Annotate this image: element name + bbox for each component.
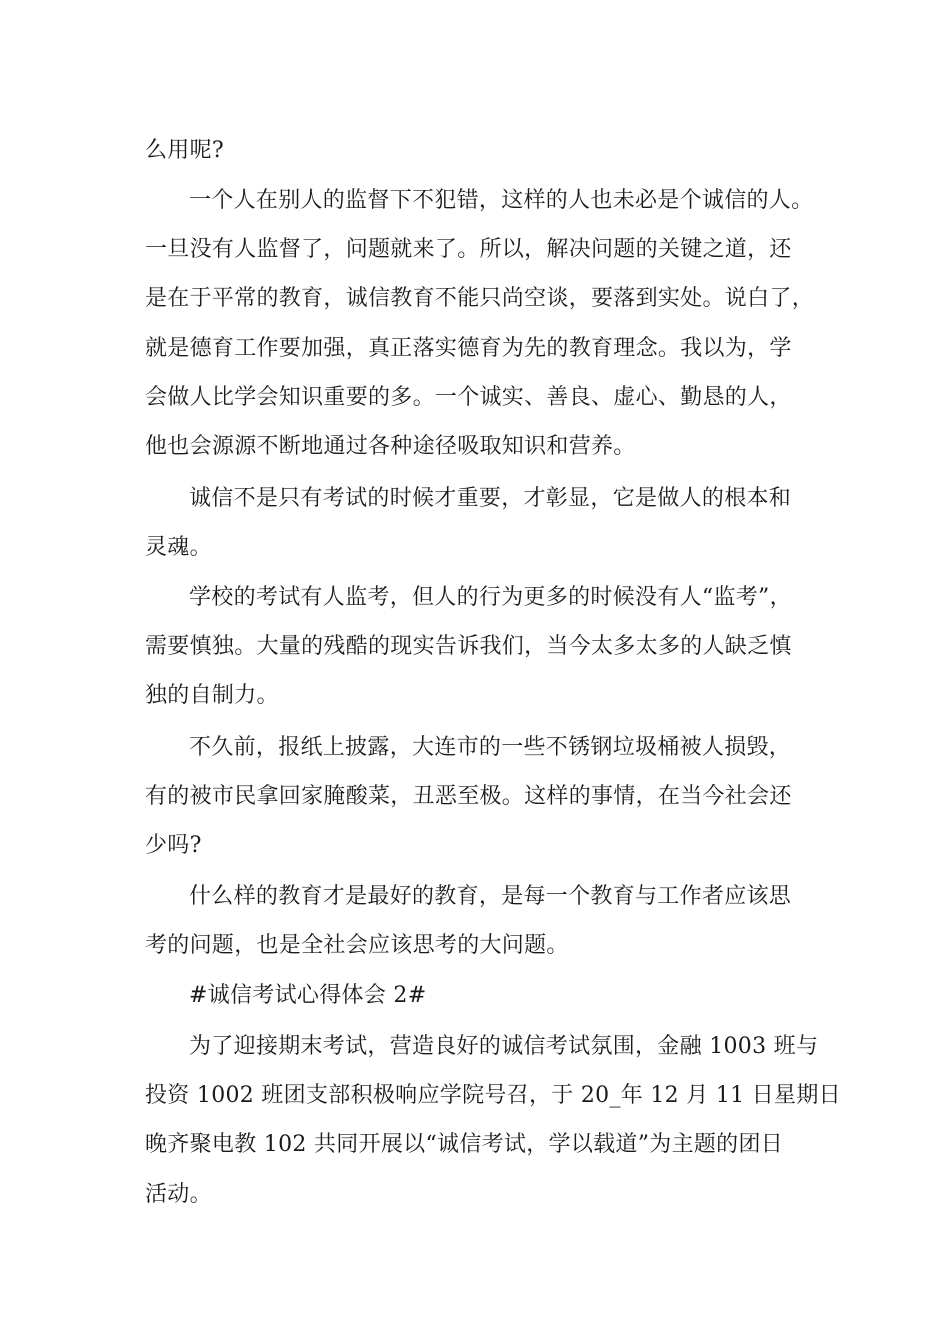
text-line: 是在于平常的教育，诚信教育不能只尚空谈，要落到实处。说白了，: [145, 286, 815, 311]
paragraph-start-line: 诚信不是只有考试的时候才重要，才彰显，它是做人的根本和: [189, 486, 792, 511]
text-line: 活动。: [145, 1182, 212, 1207]
paragraph-start-line: 为了迎接期末考试，营造良好的诚信考试氛围，金融 1003 班与: [189, 1034, 819, 1059]
text-line: 有的被市民拿回家腌酸菜，丑恶至极。这样的事情，在当今社会还: [145, 784, 792, 809]
paragraph-start-line: 不久前，报纸上披露，大连市的一些不锈钢垃圾桶被人损毁，: [189, 735, 792, 760]
paragraph-start-line: 一个人在别人的监督下不犯错，这样的人也未必是个诚信的人。: [189, 188, 814, 213]
section-heading: #诚信考试心得体会 2#: [189, 983, 427, 1008]
text-line: 会做人比学会知识重要的多。一个诚实、善良、虚心、勤恳的人，: [145, 385, 792, 410]
text-line: 他也会源源不断地通过各种途径吸取知识和营养。: [145, 434, 636, 459]
text-line: 晚齐聚电教 102 共同开展以“诚信考试，学以载道”为主题的团日: [145, 1132, 784, 1157]
text-line: 少吗?: [145, 833, 202, 858]
text-line: 么用呢?: [145, 138, 224, 163]
text-line: 考的问题，也是全社会应该思考的大问题。: [145, 933, 569, 958]
paragraph-start-line: 什么样的教育才是最好的教育，是每一个教育与工作者应该思: [189, 884, 792, 909]
text-line: 需要慎独。大量的残酷的现实告诉我们，当今太多太多的人缺乏慎: [145, 634, 792, 659]
text-line: 灵魂。: [145, 535, 212, 560]
text-line: 投资 1002 班团支部积极响应学院号召，于 20_年 12 月 11 日星期日: [145, 1083, 841, 1108]
paragraph-start-line: 学校的考试有人监考，但人的行为更多的时候没有人“监考”，: [189, 585, 792, 610]
text-line: 独的自制力。: [145, 683, 279, 708]
text-line: 一旦没有人监督了，问题就来了。所以，解决问题的关键之道，还: [145, 237, 792, 262]
text-line: 就是德育工作要加强，真正落实德育为先的教育理念。我以为，学: [145, 336, 792, 361]
